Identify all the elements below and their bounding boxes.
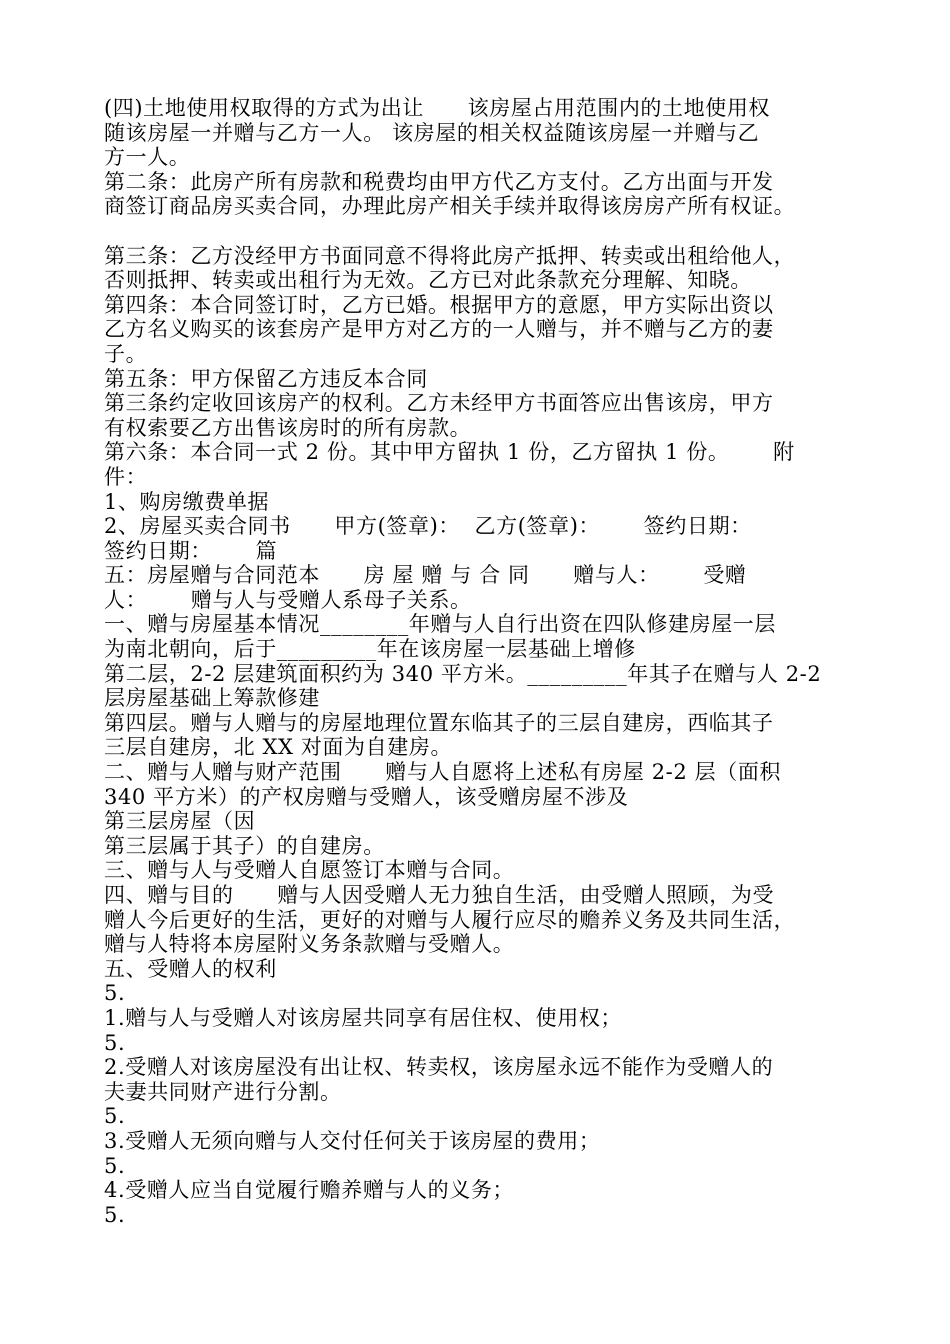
text-line: 三、赠与人与受赠人自愿签订本赠与合同。 — [104, 858, 515, 883]
text-line: 四、赠与目的 赠与人因受赠人无力独自生活，由受赠人照顾，为受 — [104, 883, 775, 907]
text-line: 4.受赠人应当自觉履行赡养赠与人的义务； — [104, 1178, 515, 1203]
text-line: 三层自建房，北 XX 对面为自建房。 — [104, 735, 453, 760]
text-line: 子。 — [104, 341, 148, 366]
text-line: 第四层。赠与人赠与的房屋地理位置东临其子的三层自建房，西临其子 — [104, 710, 774, 735]
text-line: 5. — [104, 981, 126, 1006]
text-line: 随该房屋一并赠与乙方一人。 该房屋的相关权益随该房屋一并赠与乙 — [104, 120, 760, 145]
text-line: 第四条：本合同签订时，乙方已婚。根据甲方的意愿，甲方实际出资以 — [104, 292, 774, 317]
text-line: 5. — [104, 1104, 126, 1129]
text-line: 签约日期： 篇 — [104, 538, 278, 563]
text-line: 赠人今后更好的生活，更好的对赠与人履行应尽的赡养义务及共同生活， — [104, 907, 796, 932]
text-line: 乙方名义购买的该套房产是甲方对乙方的一人赠与，并不赠与乙方的妻 — [104, 317, 774, 342]
text-line: 5. — [104, 1153, 126, 1178]
text-line: 第二条：此房产所有房款和税费均由甲方代乙方支付。乙方出面与开发 — [104, 169, 774, 194]
text-line: 5. — [104, 1202, 126, 1227]
text-line: 第六条：本合同一式 2 份。其中甲方留执 1 份，乙方留执 1 份。 附 — [104, 440, 795, 465]
text-line: 夫妻共同财产进行分割。 — [104, 1079, 342, 1104]
text-line: 为南北朝向，后于_________年在该房屋一层基础上增修 — [104, 637, 636, 662]
text-line: 第五条：甲方保留乙方违反本合同 — [104, 366, 428, 391]
text-line: 一、赠与房屋基本情况________年赠与人自行出资在四队修建房屋一层 — [104, 612, 776, 637]
text-line: 第三层房屋（因 — [104, 809, 256, 834]
text-line: 五、受赠人的权利 — [104, 956, 277, 981]
text-line: 2、房屋买卖合同书 甲方(签章)： 乙方(签章)： 签约日期： — [104, 514, 752, 539]
text-line: 五：房屋赠与合同范本 房 屋 赠 与 合 同 赠与人： 受赠 — [104, 563, 747, 588]
text-line: 商签订商品房买卖合同，办理此房产相关手续并取得该房房产所有权证。 — [104, 194, 796, 219]
text-line: 340 平方米）的产权房赠与受赠人，该受赠房屋不涉及 — [104, 784, 629, 809]
text-line: 二、赠与人赠与财产范围 赠与人自愿将上述私有房屋 2-2 层（面积 — [104, 760, 782, 785]
text-line: 第三条：乙方没经甲方书面同意不得将此房产抵押、转卖或出租给他人， — [104, 243, 796, 268]
text-line: 1、购房缴费单据 — [104, 489, 270, 514]
text-line: 件： — [104, 464, 148, 489]
blank-line — [104, 219, 864, 244]
text-line: 人： 赠与人与受赠人系母子关系。 — [104, 587, 472, 612]
text-line: 层房屋基础上筹款修建 — [104, 686, 320, 711]
text-line: 第二层，2-2 层建筑面积约为 340 平方米。_________年其子在赠与人 2-2 — [104, 661, 822, 686]
text-line: 赠与人特将本房屋附义务条款赠与受赠人。 — [104, 932, 515, 957]
text-line: 否则抵押、转卖或出租行为无效。乙方已对此条款充分理解、知晓。 — [104, 268, 752, 293]
text-line: 3.受赠人无须向赠与人交付任何关于该房屋的费用； — [104, 1128, 601, 1153]
text-line: 1.赠与人与受赠人对该房屋共同享有居住权、使用权； — [104, 1005, 623, 1030]
text-line: 第三条约定收回该房产的权利。乙方未经甲方书面答应出售该房，甲方 — [104, 391, 774, 416]
text-line: 第三层属于其子）的自建房。 — [104, 833, 385, 858]
text-line: 方一人。 — [104, 145, 191, 170]
text-line: 2.受赠人对该房屋没有出让权、转卖权，该房屋永远不能作为受赠人的 — [104, 1055, 774, 1080]
document-body — [104, 96, 864, 1227]
text-line: (四)土地使用权取得的方式为出让 该房屋占用范围内的土地使用权 — [104, 96, 771, 120]
text-line: 有权索要乙方出售该房时的所有房款。 — [104, 415, 472, 440]
text-line: 5. — [104, 1030, 126, 1055]
